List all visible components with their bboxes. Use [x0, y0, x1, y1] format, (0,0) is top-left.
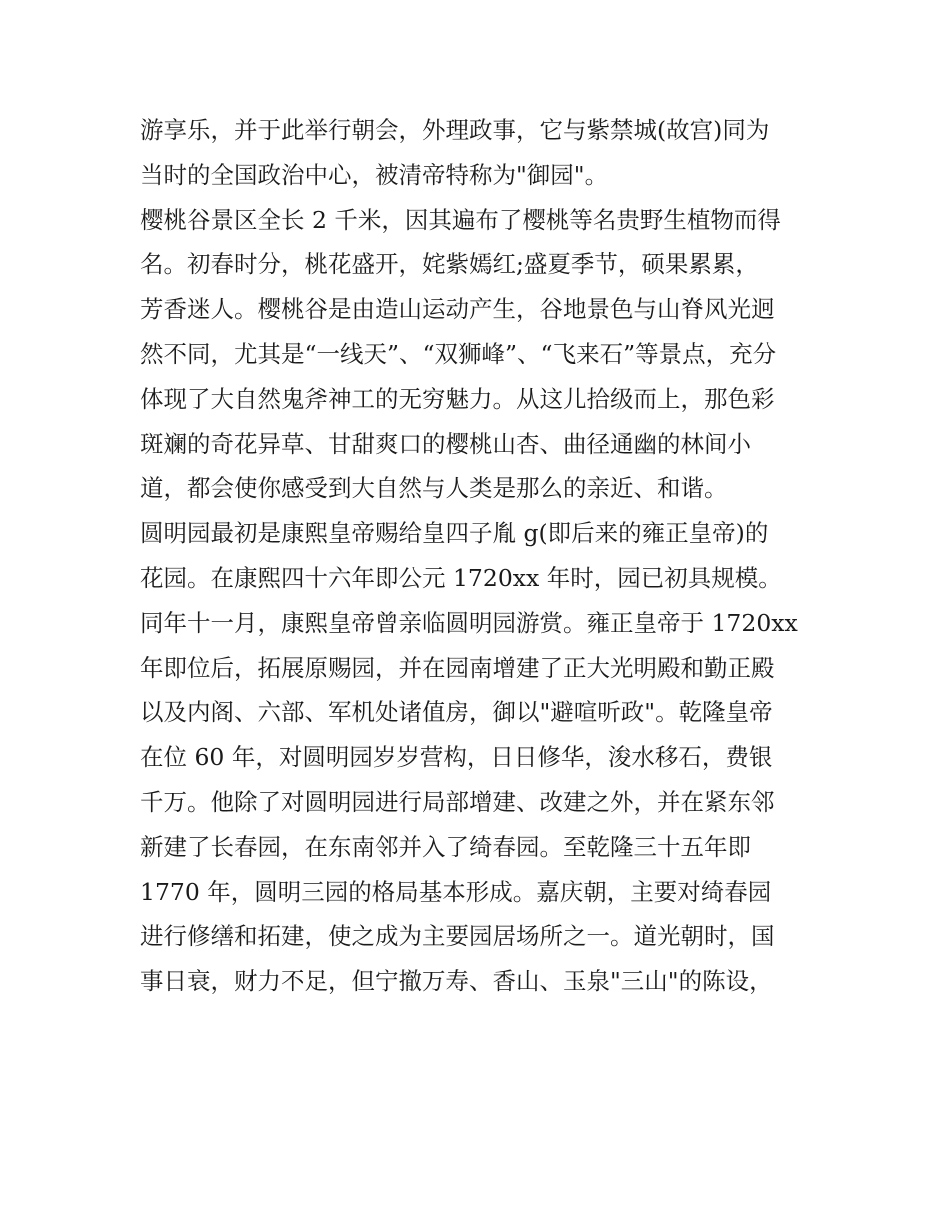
text-line: 道，都会使你感受到大自然与人类是那么的亲近、和谐。 [140, 474, 728, 503]
text-line: 年即位后，拓展原赐园，并在园南增建了正大光明殿和勤正殿 [140, 653, 775, 682]
body-text [140, 108, 820, 1004]
text-line: 以及内阁、六部、军机处诸值房，御以"避喧听政"。乾隆皇帝 [140, 698, 773, 727]
text-line: 在位 60 年，对圆明园岁岁营构，日日修华，浚水移石，费银 [140, 743, 773, 772]
text-line: 斑斓的奇花异草、甘甜爽口的樱桃山杏、曲径通幽的林间小 [140, 429, 751, 458]
text-line: 事日衰，财力不足，但宁撤万寿、香山、玉泉"三山"的陈设， [140, 967, 773, 996]
text-line: 游享乐，并于此举行朝会，外理政事，它与紫禁城(故宫)同为 [140, 116, 770, 144]
text-line: 当时的全国政治中心，被清帝特称为"御园"。 [140, 160, 609, 189]
text-line: 千万。他除了对圆明园进行局部增建、改建之外，并在紧东邻 [140, 787, 775, 816]
text-line: 圆明园最初是康熙皇帝赐给皇四子胤 g(即后来的雍正皇帝)的 [140, 519, 769, 548]
text-line: 然不同，尤其是“一线天”、“双狮峰”、“飞来石”等景点，充分 [140, 339, 777, 368]
text-line: 芳香迷人。樱桃谷是由造山运动产生，谷地景色与山脊风光迥 [140, 295, 775, 324]
text-line: 进行修缮和拓建，使之成为主要园居场所之一。道光朝时，国 [140, 922, 775, 951]
text-line: 名。初春时分，桃花盛开，姹紫嫣红;盛夏季节，硕果累累， [140, 250, 759, 279]
text-line: 体现了大自然鬼斧神工的无穷魅力。从这儿拾级而上，那色彩 [140, 384, 775, 413]
text-line: 1770 年，圆明三园的格局基本形成。嘉庆朝，主要对绮春园 [140, 877, 772, 906]
text-line: 樱桃谷景区全长 2 千米，因其遍布了樱桃等名贵野生植物而得 [140, 205, 781, 234]
text-line: 新建了长春园，在东南邻并入了绮春园。至乾隆三十五年即 [140, 832, 751, 861]
text-line: 同年十一月，康熙皇帝曾亲临圆明园游赏。雍正皇帝于 1720xx [140, 608, 798, 637]
text-line: 花园。在康熙四十六年即公元 1720xx 年时，园已初具规模。 [140, 563, 782, 592]
